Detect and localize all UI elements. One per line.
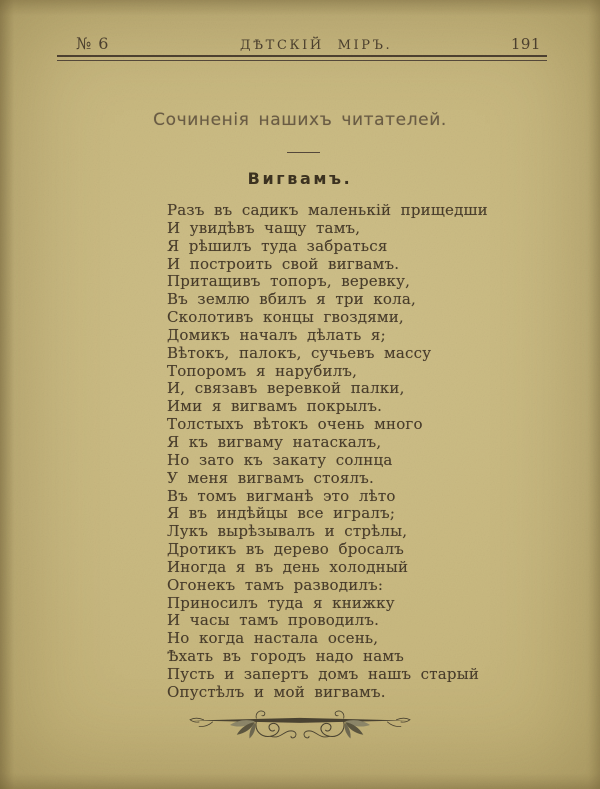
poem-line: И увидѣвъ чащу тамъ, bbox=[167, 218, 361, 237]
poem-line: Лукъ вырѣзывалъ и стрѣлы, bbox=[167, 522, 408, 541]
poem-line: Приносилъ туда я книжку bbox=[167, 593, 395, 612]
poem-line: Разъ въ садикъ маленькій прищедши bbox=[167, 201, 488, 219]
poem-line: И, связавъ веревкой палки, bbox=[167, 379, 405, 398]
poem-line: Ѣхать въ городъ надо намъ bbox=[167, 647, 405, 666]
ornament-leaves-right bbox=[345, 720, 370, 738]
poem-line: Сколотивъ концы гвоздями, bbox=[167, 308, 404, 327]
poem-line: Въ землю вбилъ я три кола, bbox=[167, 290, 416, 309]
poem-line: Огонекъ тамъ разводилъ: bbox=[167, 575, 384, 594]
page-header bbox=[57, 34, 547, 54]
poem-line: Дротикъ въ дерево бросалъ bbox=[167, 540, 404, 559]
ornament-leaves-left bbox=[230, 720, 255, 738]
poem-line: Притащивъ топоръ, веревку, bbox=[167, 272, 411, 291]
poem-line: Ими я вигвамъ покрылъ. bbox=[167, 397, 383, 416]
header-rule bbox=[57, 55, 547, 61]
poem-line: Иногда я въ день холодный bbox=[167, 557, 409, 576]
poem-line: И построить свой вигвамъ. bbox=[167, 254, 400, 273]
poem-line: Но когда настала осень, bbox=[167, 629, 379, 648]
section-divider-rule bbox=[287, 152, 320, 153]
poem-line: Но зато къ закату солнца bbox=[167, 450, 393, 469]
section-title: Сочиненія нашихъ читателей. bbox=[153, 110, 447, 130]
issue-number: № 6 bbox=[76, 34, 110, 53]
poem-title: Вигвамъ. bbox=[247, 169, 353, 188]
poem-body bbox=[167, 202, 487, 702]
poem-line: Я въ индѣйцы все игралъ; bbox=[167, 504, 396, 523]
poem-line: Въ томъ вигманѣ это лѣто bbox=[167, 486, 396, 505]
poem-line: Вѣтокъ, палокъ, сучьевъ массу bbox=[167, 343, 432, 362]
poem-line: Толстыхъ вѣтокъ очень много bbox=[167, 415, 423, 434]
page-number: 191 bbox=[510, 35, 541, 53]
poem-line: Топоромъ я нарубилъ, bbox=[167, 361, 358, 380]
poem-line: Опустѣлъ и мой вигвамъ. bbox=[167, 682, 386, 701]
poem-line: Домикъ началъ дѣлать я; bbox=[167, 325, 386, 344]
poem-line: Я къ вигваму натаскалъ, bbox=[167, 432, 382, 451]
poem-line: Пусть и запертъ домъ нашъ старый bbox=[167, 664, 480, 683]
poem-line: У меня вигвамъ стоялъ. bbox=[167, 468, 374, 487]
tailpiece-flourish-ornament bbox=[187, 708, 413, 754]
journal-title: ДѢТСКІЙ МІРЪ. bbox=[240, 38, 393, 53]
poem-line: И часы тамъ проводилъ. bbox=[167, 611, 380, 630]
poem-line: Я рѣшилъ туда забраться bbox=[167, 236, 388, 255]
ornament-bar bbox=[192, 718, 407, 723]
